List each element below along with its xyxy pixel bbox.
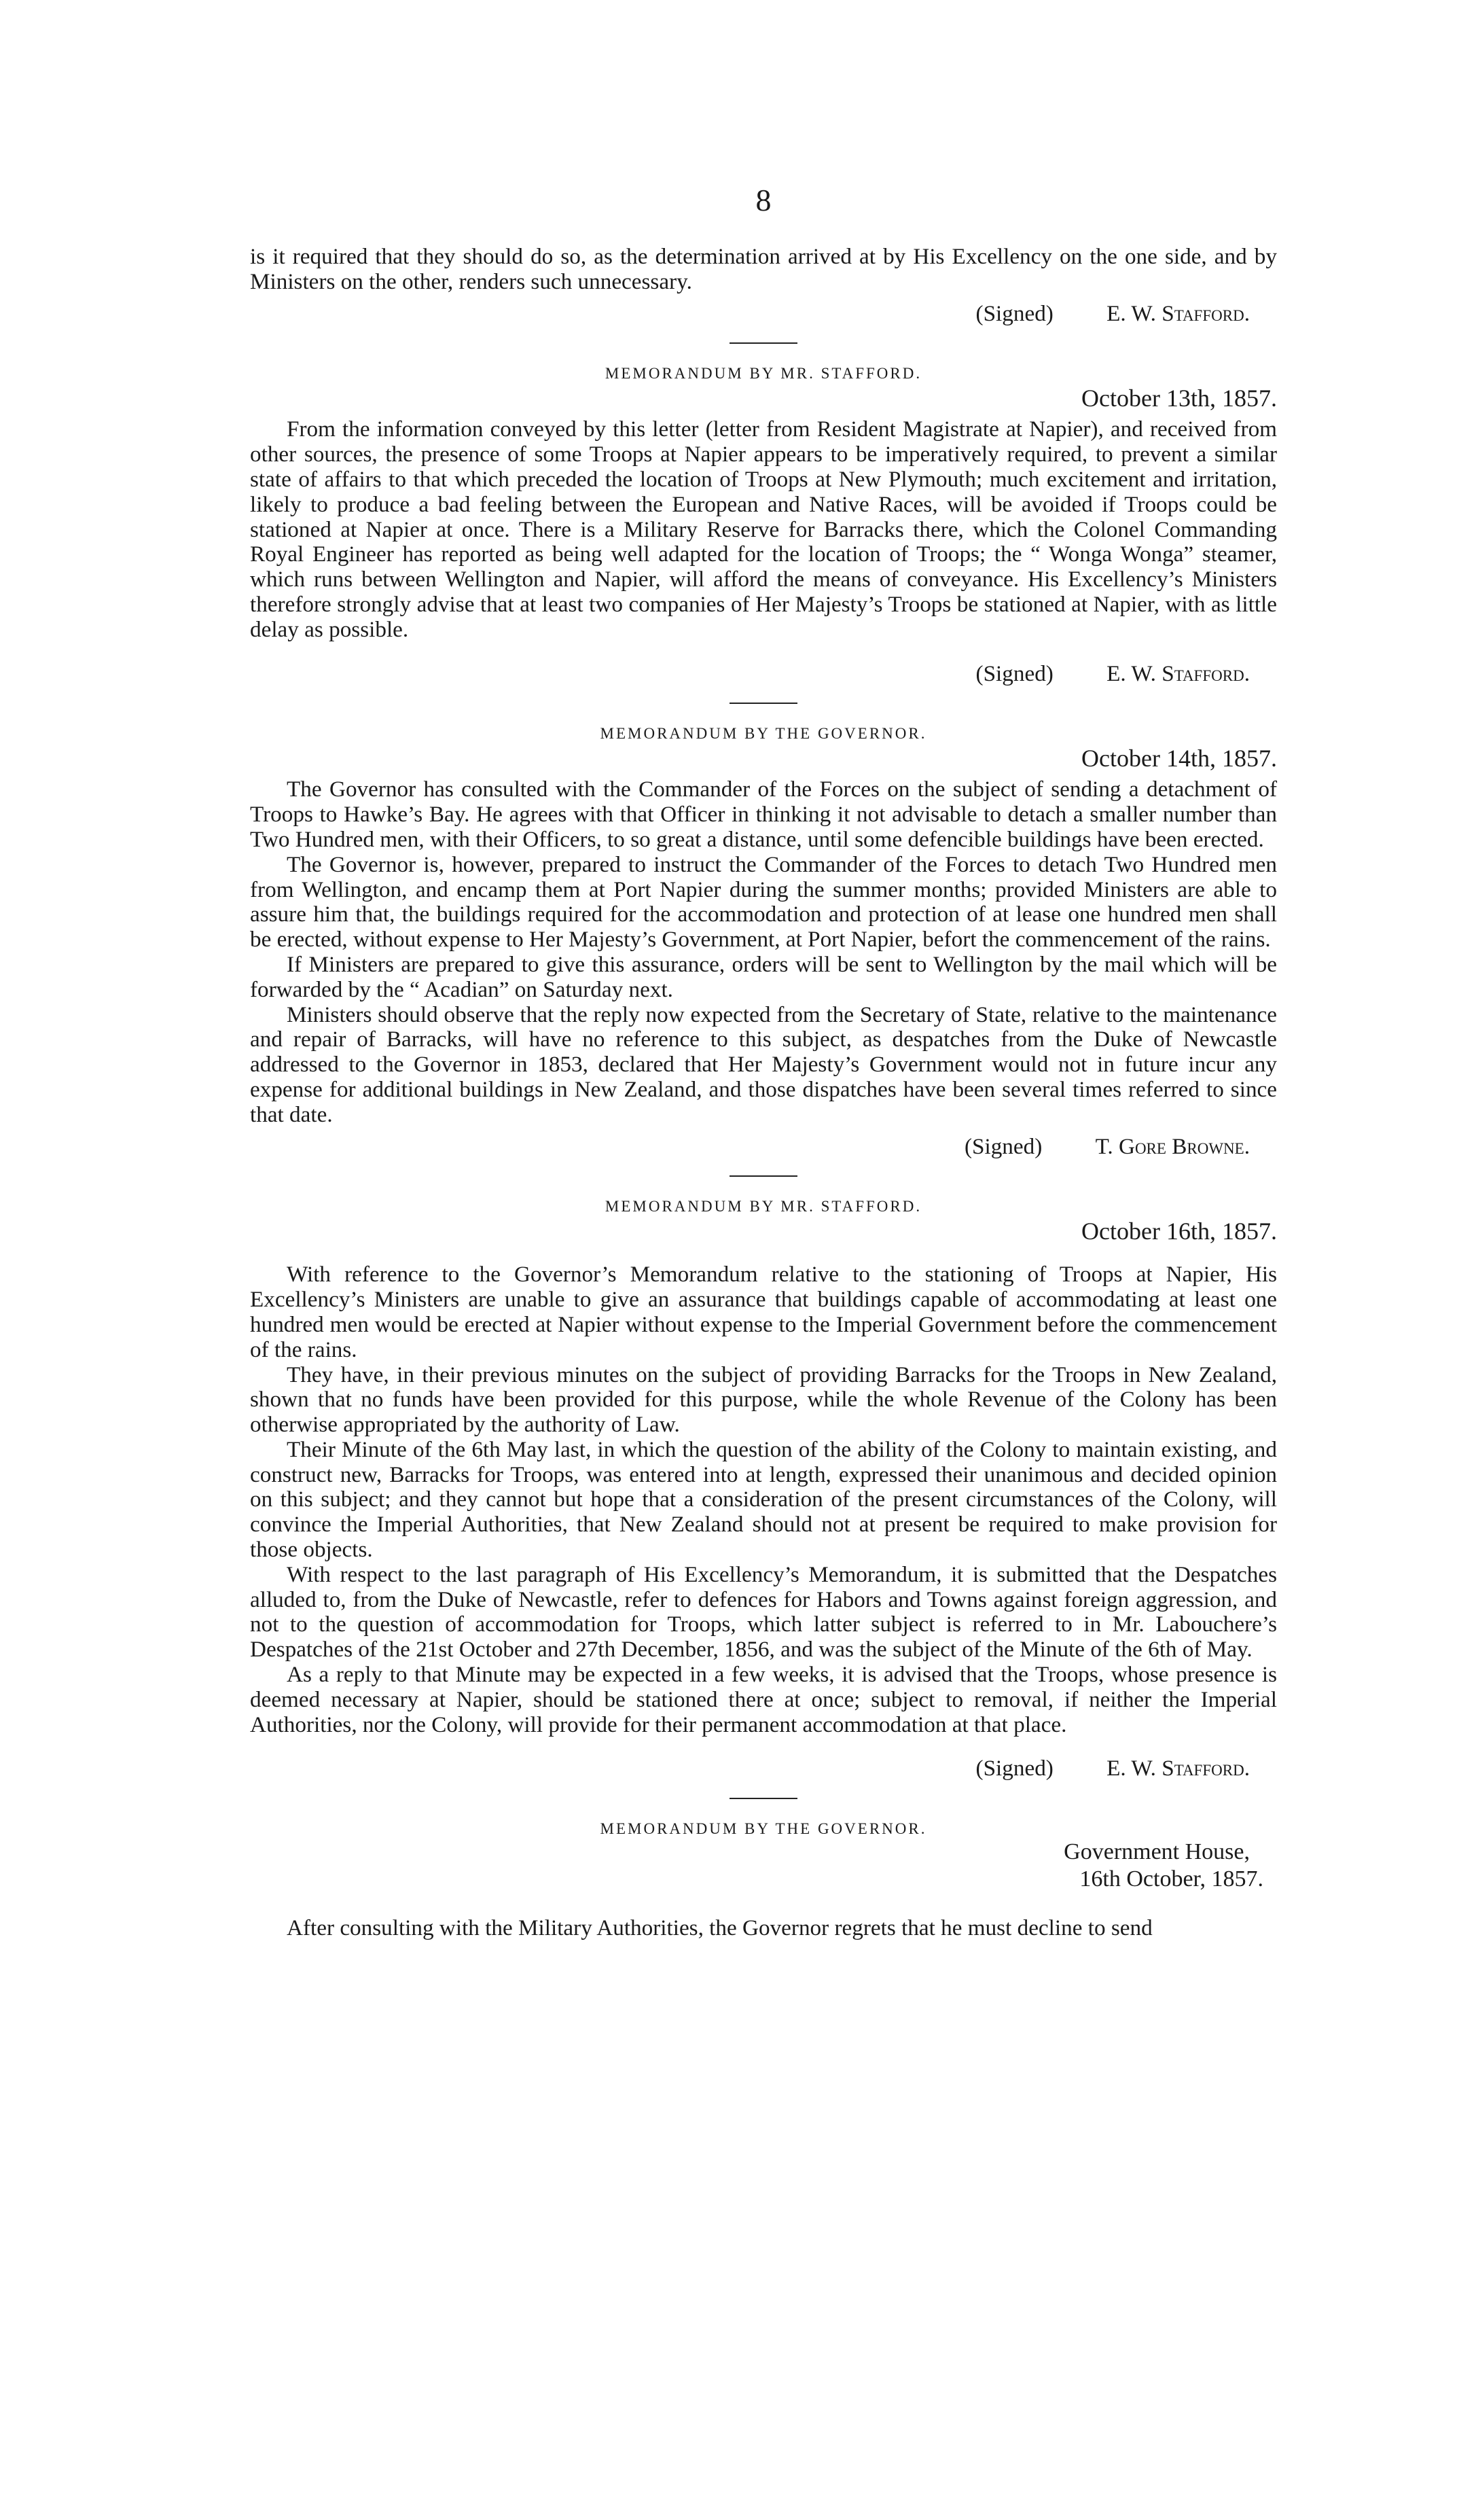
signed-label: (Signed) xyxy=(975,1756,1054,1781)
memorandum-date: October 13th, 1857. xyxy=(1081,385,1277,412)
memorandum-date: October 14th, 1857. xyxy=(1081,745,1277,773)
signature-line xyxy=(250,1756,1277,1781)
memorandum-heading: MEMORANDUM BY THE GOVERNOR. xyxy=(600,1820,927,1838)
memorandum-paragraph: With respect to the last paragraph of His Excellency’s Memorandum, it is submitted that the Despatches alluded to, from the Duke of Newcastle, refer to defences for Habors and Towns against foreign aggression, and not to the question of accommodation for Troops, which latter subject is referred to in Mr. Labouchere’s Despatches of the 21st October and 27th December, 1856, and was the subject of the Minute of the 6th of May. xyxy=(250,1561,1277,1663)
memorandum-heading: MEMORANDUM BY MR. STAFFORD. xyxy=(605,1198,922,1215)
memorandum-heading: MEMORANDUM BY THE GOVERNOR. xyxy=(600,725,927,743)
section-divider xyxy=(730,1175,797,1177)
signed-label: (Signed) xyxy=(964,1133,1043,1159)
memorandum-paragraph: After consulting with the Military Authorities, the Governor regrets that he must decline to send xyxy=(287,1915,1153,1941)
memorandum-date: 16th October, 1857. xyxy=(1079,1866,1263,1892)
memorandum-paragraph: With reference to the Governor’s Memorandum relative to the stationing of Troops at Napier, His Excellency’s Ministers are unable to give an assurance that buildings capable of accommodating at least one hundred men would be erected at Napier without expense to the Imperial Government before the commencement of the rains. xyxy=(250,1262,1277,1362)
memorandum-paragraph: Ministers should observe that the reply now expected from the Secretary of State, relative to the maintenance and repair of Barracks, will have no reference to this subject, as despatches from the Duke of Newcastle addressed to the Governor in 1853, declared that Her Majesty’s Government would not in future incur any expense for additional buildings in New Zealand, and those dispatches have been several times referred to since that date. xyxy=(250,1001,1277,1127)
signature-name: E. W. Stafford. xyxy=(1106,300,1250,326)
section-divider xyxy=(730,1798,797,1799)
memorandum-place: Government House, xyxy=(1064,1839,1250,1865)
memorandum-heading: MEMORANDUM BY MR. STAFFORD. xyxy=(605,365,922,383)
signature-name: E. W. Stafford. xyxy=(1106,660,1250,686)
memorandum-paragraph: If Ministers are prepared to give this assurance, orders will be sent to Wellington by the mail which will be forwarded by the “ Acadian” on Saturday next. xyxy=(250,951,1277,1002)
opening-paragraph: is it required that they should do so, as the determination arrived at by His Excellency on the one side, and by Ministers on the other, renders such unnecessary. xyxy=(250,244,1277,294)
signature-line xyxy=(250,662,1277,687)
page-number: 8 xyxy=(755,183,772,217)
section-divider xyxy=(730,342,797,344)
memorandum-paragraph: Their Minute of the 6th May last, in which the question of the ability of the Colony to maintain existing, and construct new, Barracks for Troops, was entered into at length, expressed their unanimous and decided opinion on this subject; and they cannot but hope that a consideration of the present circumstances of the Colony, will convince the Imperial Authorities, that New Zealand should not at present be required to make provision for those objects. xyxy=(250,1436,1277,1563)
memorandum-paragraph: They have, in their previous minutes on the subject of providing Barracks for the Troops in New Zealand, shown that no funds have been provided for this purpose, while the whole Revenue of the Colony has been otherwise appropriated by the authority of Law. xyxy=(250,1362,1277,1438)
memorandum-paragraph: From the information conveyed by this letter (letter from Resident Magistrate at Napier), and received from other sources, the presence of some Troops at Napier appears to be imperatively required, to prevent a similar state of affairs to that which preceded the location of Troops at New Plymouth; much excitement and irritation, likely to produce a bad feeling between the European and Native Races, will be avoided if Troops could be stationed at Napier at once. There is a Military Reserve for Barracks there, which the Colonel Commanding Royal Engineer has reported as being well adapted for the location of Troops; the “ Wonga Wonga” steamer, which runs between Wellington and Napier, will afford the means of conveyance. His Excellency’s Ministers therefore strongly advise that at least two companies of Her Majesty’s Troops be stationed at Napier, with as little delay as possible. xyxy=(250,416,1277,642)
document-body xyxy=(250,245,1277,1941)
section-divider xyxy=(730,703,797,704)
signature-line xyxy=(250,1135,1277,1160)
memorandum-paragraph: The Governor has consulted with the Commander of the Forces on the subject of sending a detachment of Troops to Hawke’s Bay. He agrees with that Officer in thinking it not advisable to detach a smaller number than Two Hundred men, with their Officers, to so great a distance, until some defencible buildings have been erected. xyxy=(250,777,1277,852)
signed-label: (Signed) xyxy=(975,660,1054,686)
signature-name: T. Gore Browne. xyxy=(1095,1133,1250,1159)
signature-name: E. W. Stafford. xyxy=(1106,1756,1250,1781)
memorandum-paragraph: As a reply to that Minute may be expected in a few weeks, it is advised that the Troops, whose presence is deemed necessary at Napier, should be stationed there at once; subject to removal, if neither the Imperial Authorities, nor the Colony, will provide for their permanent accommodation at that place. xyxy=(250,1662,1277,1737)
signature-line xyxy=(250,302,1277,327)
memorandum-date: October 16th, 1857. xyxy=(1081,1218,1277,1245)
memorandum-paragraph: The Governor is, however, prepared to instruct the Commander of the Forces to detach Two Hundred men from Wellington, and encamp them at Port Napier during the summer months; provided Ministers are able to assure him that, the buildings required for the accommodation and protection of at lease one hundred men shall be erected, without expense to Her Majesty’s Government, at Port Napier, befort the commencement of the rains. xyxy=(250,851,1277,953)
signed-label: (Signed) xyxy=(975,300,1054,326)
document-page xyxy=(250,0,1277,2520)
